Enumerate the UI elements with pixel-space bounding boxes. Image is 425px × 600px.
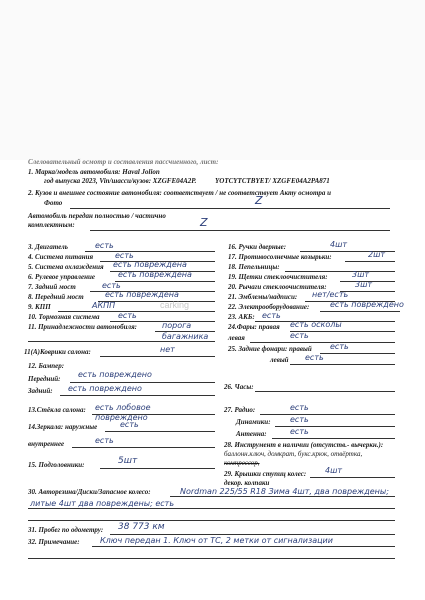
item-3-line (85, 251, 215, 252)
radio-value: есть (290, 403, 309, 412)
item-10-label: 10. Тормозная система (28, 313, 100, 321)
mirrors-in-value: есть (95, 436, 114, 445)
antenna-label: Антенна: (236, 430, 267, 438)
complect-line (90, 230, 390, 231)
kovriki-label: 11(А)Коврики салона: (24, 348, 91, 356)
item-6-label: 6. Рулевое управление (28, 273, 95, 281)
item-23-label: 23. АКБ: (228, 313, 255, 321)
item-5-label: 5. Система охлаждения (28, 263, 104, 271)
rear-left-line (290, 364, 395, 365)
headrests-value: 5шт (118, 456, 138, 466)
item-11-line (155, 331, 215, 332)
mirrors-in-line (72, 447, 215, 448)
faded-top-area (0, 0, 425, 160)
rear-left-label: левый (270, 356, 289, 364)
item-17-label: 17. Противосолнечные козырьки: (228, 253, 332, 261)
wheels-value: Nordman 225/55 R18 Зима 4шт, два повреждены; литые 4шт два повреждены; есть (30, 487, 389, 508)
radio-label: 27. Радио: (224, 406, 256, 414)
watermark: carking (160, 300, 190, 310)
bamper-rear-value: есть повреждено (68, 384, 142, 393)
kovriki-value: нет (160, 345, 175, 354)
item-19-label: 19. Щетки стеклоочистителя: (228, 273, 328, 281)
item-20-value: 3шт (355, 280, 373, 289)
rear-lights-value: есть (330, 342, 349, 351)
bamper-front-line (70, 382, 215, 383)
note-label: 32. Примечание: (28, 538, 80, 546)
item-5-value: есть повреждена (113, 260, 187, 269)
complect-label-2: комплектным: (28, 221, 75, 229)
antenna-line (272, 438, 395, 439)
item-23-value: есть (262, 311, 281, 320)
caps2-label: декор. колпаки (224, 479, 270, 487)
odometer-value: 38 773 км (118, 522, 165, 532)
item-8-value: есть повреждена (105, 290, 179, 299)
item-20-line (340, 291, 395, 292)
item-8-label: 8. Передний мост (28, 293, 84, 301)
antenna-value: есть (290, 427, 309, 436)
item-24-left-line (250, 342, 395, 343)
item-6-line (115, 281, 215, 282)
item-8-line (98, 301, 215, 302)
kovriki-line (100, 356, 215, 357)
item-24-label: 24.Фары: правая (228, 323, 280, 331)
item-21-value: нет/есть (312, 290, 349, 299)
wheels-line-1 (170, 496, 395, 497)
item-9-value: АКПП (92, 301, 116, 310)
item-7-value: есть (102, 281, 121, 290)
caps-label: 29. Крышки ступиц колес: (224, 470, 307, 478)
item-24-left-value: есть (290, 331, 309, 340)
item-16-label: 16. Ручки дверные: (228, 243, 287, 251)
item-17-line (345, 261, 395, 262)
item-18-line (285, 271, 395, 272)
complect-label: Автомобиль передан полностью / частично (28, 212, 166, 220)
item-11-label: 11. Принадлежности автомобиля: (28, 323, 138, 331)
dynamics-value: есть (290, 415, 309, 424)
headrests-line (100, 468, 215, 469)
bamper-rear-label: Задний: (28, 387, 53, 395)
rear-lights-line (320, 353, 395, 354)
item-9-label: 9. КПП (28, 303, 51, 311)
item-2-handwriting: Z (255, 194, 263, 207)
item-2b-label: Фото (44, 199, 63, 207)
rear-lights-label: 25. Задние фонари: правый (228, 345, 312, 353)
item-19-value: 3шт (352, 270, 370, 279)
item-22-line (320, 311, 400, 312)
glass-label: 13.Стёкла салона: (28, 406, 86, 414)
bamper-label: 12. Бампер: (28, 362, 65, 370)
item-10-value: есть (118, 311, 137, 320)
item-3-label: 3. Двигатель (28, 243, 68, 251)
note-line-2 (28, 558, 395, 559)
bamper-rear-line (60, 395, 215, 396)
item-20-label: 20. Рычаги стеклоочистителя: (228, 283, 327, 291)
caps-line (310, 477, 395, 478)
mirrors-value: есть (120, 420, 139, 429)
mirrors-line (105, 431, 215, 432)
item-1-label: 1. Марка/модель автомобиля: Haval Jolion (28, 168, 160, 176)
item-16-value: 4шт (330, 240, 348, 249)
title-fragment: Слеловательный осмотр и составления пассчиенного, лист: (28, 158, 219, 166)
tools-compressor: компрессор, (224, 459, 260, 467)
clock-label: 26. Часы: (224, 383, 254, 391)
note-value: Ключ передан 1. Ключ от ТС, 2 метки от сигнализации (100, 536, 333, 545)
odometer-label: 31. Пробег по одометру: (28, 526, 104, 534)
caps-value: 4шт (325, 466, 343, 475)
clock-line (255, 391, 395, 392)
item-17-value: 2шт (368, 250, 386, 259)
item-3-value: есть (95, 241, 114, 250)
headrests-label: 15. Подголовники: (28, 461, 85, 469)
item-4-value: есть (115, 251, 134, 260)
bamper-front-value: есть повреждено (78, 370, 152, 379)
note-line-1 (92, 546, 395, 547)
item-1b-label: год выпуска 2023, Vin/шасси/кузов: XZGFE04A2P. (44, 177, 197, 185)
dynamics-label: Динамики: (236, 418, 271, 426)
item-4-label: 4. Система питания (28, 253, 94, 261)
item-22-label: 22. Электрооборудование: (228, 303, 310, 311)
item-11-line-2 (28, 341, 215, 342)
mirrors-label: 14.Зеркала: наружные (28, 423, 98, 431)
complect-handwriting: Z (200, 216, 208, 229)
wheels-label: 30. Авторезина/Диски/Запасное колесо: (28, 488, 151, 496)
item-24-value: есть осколы (290, 320, 342, 329)
glass-line (92, 414, 215, 415)
wheels-line-3 (28, 520, 395, 521)
radio-line (260, 414, 395, 415)
item-2-line (70, 208, 390, 209)
rear-left-value: есть (305, 353, 324, 362)
wheels-line-2 (28, 508, 395, 509)
item-21-label: 21. Эмблемы/надписи: (228, 293, 298, 301)
glass-value: есть лобовое повреждено (95, 403, 151, 422)
item-18-label: 18. Пепельницы: (228, 263, 280, 271)
mirrors-in-label: внутреннее (28, 440, 65, 448)
item-6-value: есть повреждена (118, 270, 192, 279)
item-22-value: есть повреждено (330, 300, 404, 309)
tools-list: баллонн.ключ, домкрат, букс.крюк, отвёртка, (224, 450, 363, 458)
item-24-left-label: левая (228, 334, 245, 342)
tools-label: 28. Инструмент в наличии (отсутств.- вычеркн.): (224, 441, 384, 449)
item-2-label: 2. Кузов и внешнее состояние автомобиля: соответствует / не соответствует Акту осмотра и (28, 189, 332, 197)
bamper-front-label: Передний: (28, 375, 61, 383)
vin-right: YOTCYTCTBYET/ XZGFE04A2PA871 (215, 177, 330, 185)
item-11-value: порога багажника (162, 321, 209, 341)
item-7-label: 7. Задний мост (28, 283, 76, 291)
